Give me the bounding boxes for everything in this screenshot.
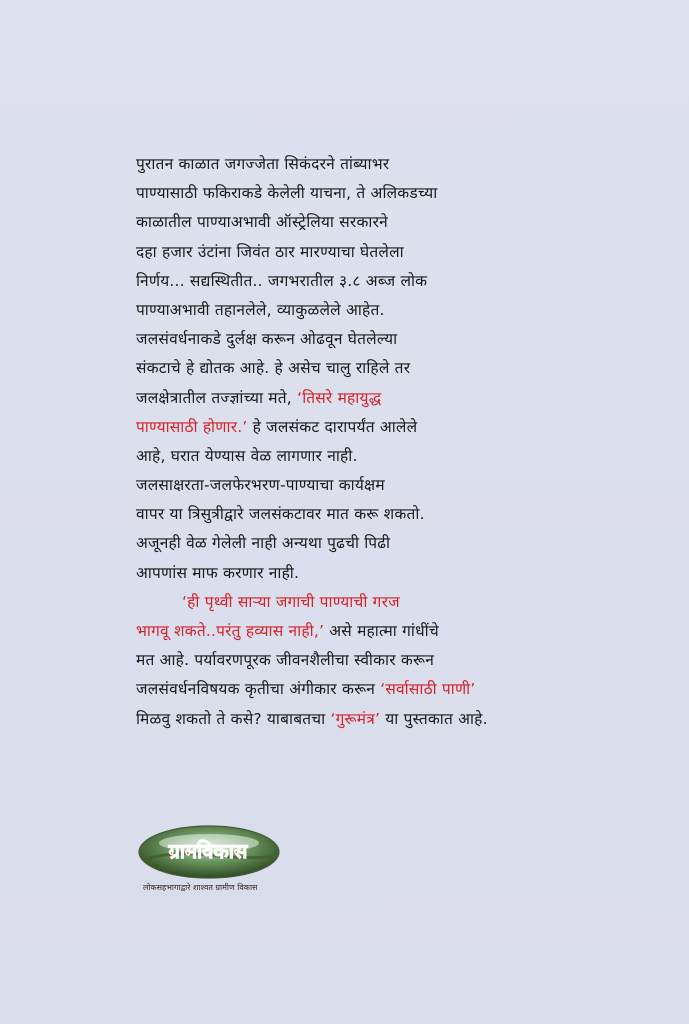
- text-line: संकटाचे हे द्योतक आहे. हे असेच चालु राहिले तर: [136, 359, 411, 378]
- gandhi-quote: भागवू शकते..परंतु हव्यास नाही,’: [136, 622, 325, 640]
- text-line: काळातील पाण्याअभावी ऑस्ट्रेलिया सरकारने: [136, 213, 388, 232]
- text-line: पुरातन काळात जगज्जेता सिकंदरने तांब्याभर: [136, 155, 390, 173]
- text-segment: मिळवु शकतो ते कसे? याबाबतचा: [136, 709, 331, 728]
- logo-emblem: [138, 825, 280, 879]
- highlighted-quote: पाण्यासाठी होणार.’: [136, 417, 248, 436]
- text-line: वापर या त्रिसुत्रीद्वारे जलसंकटावर मात करू शकतो.: [136, 505, 425, 524]
- logo-wordmark: ग्रामविकास: [168, 839, 248, 863]
- text-line: दहा हजार उंटांना जिवंत ठार मारण्याचा घेतलेला: [136, 242, 404, 261]
- text-line: [136, 384, 656, 413]
- logo-tagline: लोकसहभागाद्वारे शाश्वत ग्रामीण विकास: [143, 883, 258, 892]
- text-line: [136, 705, 656, 734]
- gandhi-quote: ‘ही पृथ्वी साऱ्या जगाची पाण्याची गरज: [182, 592, 400, 611]
- text-line: [136, 675, 656, 704]
- text-line: अजूनही वेळ गेलेली नाही अन्यथा पुढची पिढी: [136, 534, 391, 553]
- text-line: [136, 617, 656, 646]
- text-line: जलसंवर्धनाकडे दुर्लक्ष करून ओढवून घेतलेल्या: [136, 330, 398, 349]
- blurb-text: [136, 150, 656, 734]
- text-segment: या पुस्तकात आहे.: [380, 709, 488, 728]
- text-line: [136, 588, 656, 617]
- text-segment: जलक्षेत्रातील तज्ज्ञांच्या मते,: [136, 388, 298, 407]
- text-line: जलसाक्षरता-जलफेरभरण-पाण्याचा कार्यक्षम: [136, 476, 385, 495]
- text-line: आहे, घरात येण्यास वेळ लागणार नाही.: [136, 446, 358, 465]
- text-line: पाण्यासाठी फकिराकडे केलेली याचना, ते अलिकडच्या: [136, 184, 438, 203]
- gramvikas-logo: [138, 825, 280, 879]
- text-segment: असे महात्मा गांधींचे: [324, 622, 439, 640]
- text-line: [136, 413, 656, 442]
- highlighted-phrase: ‘सर्वासाठी पाणी’: [380, 680, 476, 699]
- text-segment: जलसंवर्धनविषयक कृतीचा अंगीकार करून: [136, 680, 381, 699]
- text-line: आपणांस माफ करणार नाही.: [136, 563, 300, 582]
- highlighted-quote: ‘तिसरे महायुद्ध: [297, 388, 382, 407]
- text-segment: हे जलसंकट दारापर्यंत आलेले: [247, 417, 418, 436]
- highlighted-phrase: ‘गुरूमंत्र’: [330, 709, 381, 728]
- text-line: पाण्याअभावी तहानलेले, व्याकुळलेले आहेत.: [136, 300, 385, 319]
- text-line: निर्णय... सद्यस्थितीत.. जगभरातील ३.८ अब्ज लोक: [136, 271, 428, 290]
- text-line: मत आहे. पर्यावरणपूरक जीवनशैलीचा स्वीकार करून: [136, 651, 435, 670]
